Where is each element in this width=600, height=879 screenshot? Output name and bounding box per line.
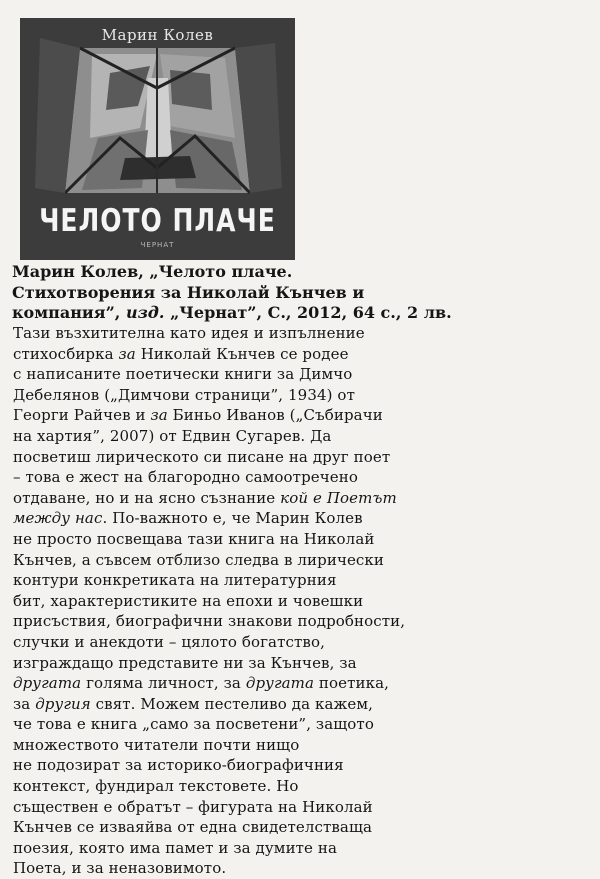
italic-span: за bbox=[150, 406, 168, 425]
text-span: стихосбирка bbox=[13, 344, 119, 363]
text-line bbox=[13, 508, 593, 529]
text-line: Кънчев се изваяйва от една свидетелстваща bbox=[13, 818, 373, 837]
citation-line: Марин Колев, „Челото плаче. bbox=[12, 262, 293, 281]
text-span: Биньо Иванов („Събирачи bbox=[167, 406, 383, 425]
text-line bbox=[13, 344, 593, 365]
text-span: Николай Кънчев се родее bbox=[135, 344, 349, 363]
text-line bbox=[13, 405, 593, 426]
cover-title: ЧЕЛОТО ПЛАЧЕ bbox=[39, 202, 276, 239]
text-line: Дебелянов („Димчови страници”, 1934) от bbox=[13, 385, 355, 404]
text-line: Тази възхитителна като идея и изпълнение bbox=[13, 324, 365, 342]
cover-publisher-logo: ЧЕРНАТ bbox=[140, 241, 175, 249]
text-line: бит, характеристиките на епохи и човешки bbox=[13, 591, 364, 610]
italic-span: за bbox=[118, 344, 136, 363]
citation-line: Стихотворения за Николай Кънчев и bbox=[12, 282, 365, 302]
citation-line bbox=[12, 303, 592, 324]
review-text bbox=[13, 323, 593, 879]
book-cover bbox=[20, 18, 295, 260]
text-span: поетика, bbox=[314, 674, 390, 693]
text-line: не подозират за историко-биографичния bbox=[13, 756, 344, 775]
text-line: случки и анекдоти – цялото богатство, bbox=[13, 632, 325, 651]
text-line: присъствия, биографични знакови подробности, bbox=[13, 612, 406, 631]
book-citation bbox=[12, 262, 592, 324]
text-span: Георги Райчев и bbox=[13, 406, 151, 425]
text-span: за bbox=[13, 694, 36, 713]
italic-span: другия bbox=[35, 694, 91, 713]
text-line: не просто посвещава тази книга на Николай bbox=[13, 529, 375, 548]
text-line bbox=[13, 694, 593, 715]
italic-span: между нас bbox=[13, 509, 103, 528]
text-line: изграждащо представите ни за Кънчев, за bbox=[13, 653, 357, 672]
text-span: голяма личност, за bbox=[81, 674, 246, 693]
text-span: . По-важното е, че Марин Колев bbox=[102, 509, 363, 528]
italic-span: кой е Поетът bbox=[280, 488, 397, 507]
text-line: Кънчев, а съвсем отблизо следва в лирически bbox=[13, 550, 385, 569]
text-line: множеството читатели почти нищо bbox=[13, 735, 300, 754]
italic-span: другата bbox=[245, 674, 315, 693]
citation-publisher-abbr: изд. bbox=[125, 303, 165, 322]
text-line: на хартия”, 2007) от Едвин Сугарев. Да bbox=[13, 426, 332, 445]
text-line: с написаните поетически книги за Димчо bbox=[13, 365, 353, 384]
text-line: поезия, която има памет и за думите на bbox=[13, 838, 338, 857]
text-line: – това е жест на благородно самоотречено bbox=[13, 468, 358, 487]
cover-author: Марин Колев bbox=[101, 26, 214, 44]
text-line: че това е книга „само за посветени”, защото bbox=[13, 715, 374, 734]
citation-text: „Чернат”, С., 2012, 64 с., 2 лв. bbox=[164, 303, 452, 322]
text-line: съществен е обратът – фигурата на Николай bbox=[13, 797, 373, 816]
citation-text: компания”, bbox=[12, 303, 126, 322]
text-line: посветиш лирическото си писане на друг поет bbox=[13, 447, 391, 466]
text-line: контури конкретиката на литературния bbox=[13, 571, 337, 590]
text-line bbox=[13, 673, 593, 694]
text-span: отдаване, но и на ясно съзнание bbox=[13, 488, 281, 507]
text-line bbox=[13, 488, 593, 509]
text-line: Поета, и за неназовимото. bbox=[13, 859, 227, 878]
italic-span: другата bbox=[13, 674, 82, 693]
text-span: свят. Можем пестеливо да кажем, bbox=[90, 694, 374, 713]
text-line: контекст, фундирал текстовете. Но bbox=[13, 777, 299, 796]
